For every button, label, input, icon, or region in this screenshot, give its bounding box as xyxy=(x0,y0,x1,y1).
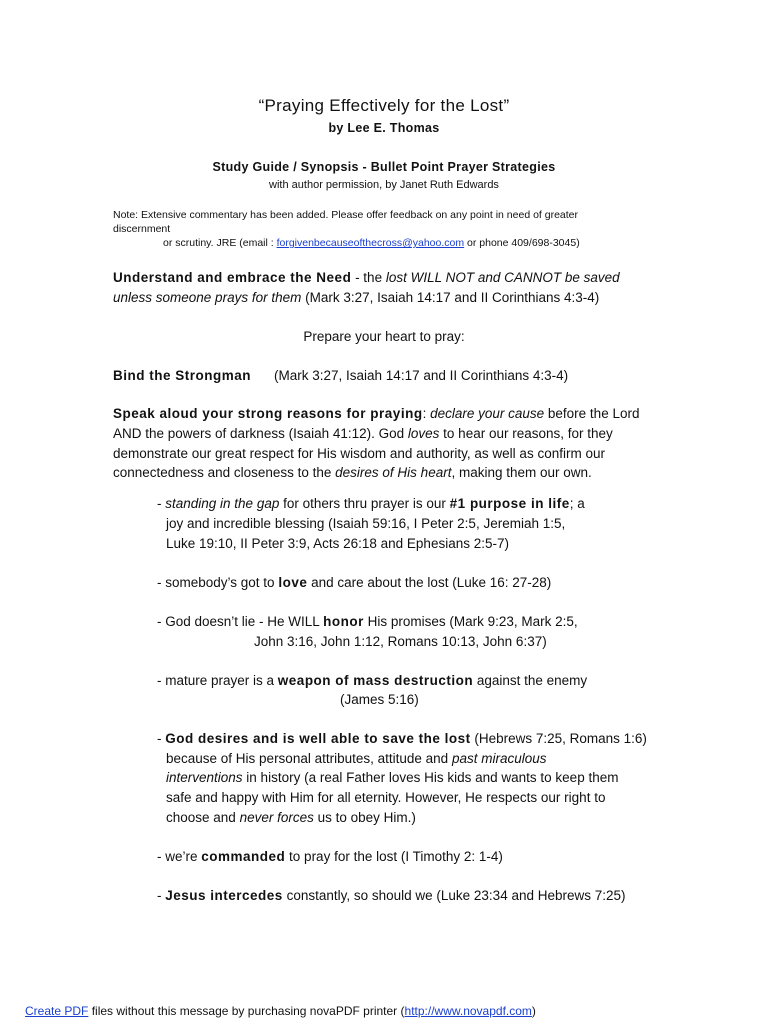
bullet-1-italic: standing in the gap xyxy=(165,496,280,511)
document-title: “Praying Effectively for the Lost” xyxy=(258,96,510,115)
strongman-refs: (Mark 3:27, Isaiah 14:17 and II Corinthians 4:3-4) xyxy=(274,368,569,383)
bullet-5-line-3b: in history (a real Father loves His kids and wants to keep them xyxy=(242,770,619,785)
note-line-1: Note: Extensive commentary has been added. Please offer feedback on any point in need of greater xyxy=(113,209,579,221)
author-byline: by Lee E. Thomas xyxy=(328,121,440,135)
bullet-5-line-3i: interventions xyxy=(166,770,243,785)
speak-line-1 xyxy=(113,406,639,421)
bullet-5-line-2i: past miraculous xyxy=(451,751,547,766)
bullet-3-bold: honor xyxy=(323,614,364,629)
footer-mid: files without this message by purchasing novaPDF printer ( xyxy=(88,1004,405,1018)
bullet-3-pre: - God doesn’t lie - He WILL xyxy=(157,614,324,629)
speak-colon: : xyxy=(422,406,431,421)
speak-line-4i: desires of His heart xyxy=(335,465,452,480)
bullet-5-line-5i: never forces xyxy=(239,810,314,825)
note-block xyxy=(113,208,580,250)
bullet-5-line-5a: choose and xyxy=(166,810,240,825)
note-line-3 xyxy=(113,236,580,250)
bullet-2-post: and care about the lost (Luke 16: 27-28) xyxy=(307,575,552,590)
need-italic-1: lost WILL NOT and CANNOT be saved xyxy=(385,270,620,285)
need-heading: Understand and embrace the Need xyxy=(113,270,352,285)
bullet-2 xyxy=(157,575,551,590)
bullet-3-post: His promises (Mark 9:23, Mark 2:5, xyxy=(363,614,578,629)
strongman-heading: Bind the Strongman xyxy=(113,368,251,383)
note-line-3-suffix: or phone 409/698-3045) xyxy=(464,237,580,249)
create-pdf-link[interactable]: Create PDF xyxy=(25,1004,89,1018)
bullet-1-line-1 xyxy=(157,496,585,511)
need-refs: (Mark 3:27, Isaiah 14:17 and II Corinthians 4:3-4) xyxy=(301,290,600,305)
permission-line: with author permission, by Janet Ruth Edwards xyxy=(269,179,499,191)
bullet-5-line-2 xyxy=(166,751,546,766)
bullet-1-end: ; a xyxy=(569,496,585,511)
bullet-4-pre: - mature prayer is a xyxy=(157,673,278,688)
speak-line-2i: loves xyxy=(407,426,440,441)
document-subtitle: Study Guide / Synopsis - Bullet Point Prayer Strategies xyxy=(212,160,556,174)
bullet-5-line-5 xyxy=(166,810,416,825)
bullet-5-pre: - xyxy=(157,731,166,746)
need-italic-2: unless someone prays for them xyxy=(113,290,302,305)
bullet-4-post: against the enemy xyxy=(473,673,588,688)
speak-rest-1: before the Lord xyxy=(544,406,640,421)
bullet-5-line-4: safe and happy with Him for all eternity. However, He respects our right to xyxy=(166,790,606,805)
bullet-5-post: (Hebrews 7:25, Romans 1:6) xyxy=(470,731,647,746)
bullet-7-bold: Jesus intercedes xyxy=(165,888,283,903)
strongman-line xyxy=(113,368,251,383)
bullet-3-line-2: John 3:16, John 1:12, Romans 10:13, John 6:37) xyxy=(254,634,547,649)
speak-line-2a: AND the powers of darkness (Isaiah 41:12). God xyxy=(113,426,408,441)
bullet-4-line-1 xyxy=(157,673,587,688)
speak-line-2 xyxy=(113,426,613,441)
footer-end: ) xyxy=(531,1004,536,1018)
bullet-7-pre: - xyxy=(157,888,166,903)
speak-line-4 xyxy=(113,465,592,480)
bullet-2-bold: love xyxy=(278,575,308,590)
speak-heading: Speak aloud your strong reasons for praying xyxy=(113,406,423,421)
pdf-footer xyxy=(25,1004,536,1018)
bullet-3-line-1 xyxy=(157,614,578,629)
bullet-6-post: to pray for the lost (I Timothy 2: 1-4) xyxy=(285,849,503,864)
bullet-4-bold: weapon of mass destruction xyxy=(277,673,474,688)
bullet-1-bold: #1 purpose in life xyxy=(449,496,570,511)
bullet-5-line-1 xyxy=(157,731,647,746)
bullet-2-pre: - somebody’s got to xyxy=(157,575,279,590)
speak-line-4b: , making them our own. xyxy=(451,465,592,480)
email-link[interactable]: forgivenbecauseofthecross@yahoo.com xyxy=(276,237,465,249)
need-line-2 xyxy=(113,290,599,305)
bullet-1-line-2: joy and incredible blessing (Isaiah 59:16, I Peter 2:5, Jeremiah 1:5, xyxy=(166,516,566,531)
bullet-5-line-5b: us to obey Him.) xyxy=(313,810,416,825)
speak-line-3: demonstrate our great respect for His wisdom and authority, as well as confirm our xyxy=(113,446,605,461)
bullet-7 xyxy=(157,888,626,903)
bullet-5-bold: God desires and is well able to save the lost xyxy=(165,731,471,746)
note-line-2: discernment xyxy=(113,223,171,235)
prepare-line: Prepare your heart to pray: xyxy=(303,329,465,344)
need-line-1 xyxy=(113,270,620,285)
need-dash: - the xyxy=(351,270,386,285)
bullet-1-dash: - xyxy=(157,496,166,511)
bullet-5-line-3 xyxy=(166,770,618,785)
bullet-5-line-2a: because of His personal attributes, attitude and xyxy=(166,751,452,766)
novapdf-link[interactable]: http://www.novapdf.com xyxy=(404,1004,532,1018)
bullet-6 xyxy=(157,849,503,864)
bullet-6-pre: - we’re xyxy=(157,849,202,864)
speak-line-2b: to hear our reasons, for they xyxy=(439,426,613,441)
speak-line-4a: connectedness and closeness to the xyxy=(113,465,336,480)
bullet-7-post: constantly, so should we (Luke 23:34 and Hebrews 7:25) xyxy=(282,888,626,903)
note-line-3-prefix: or scrutiny. JRE (email : xyxy=(163,237,277,249)
bullet-1-line-3: Luke 19:10, II Peter 3:9, Acts 26:18 and Ephesians 2:5-7) xyxy=(166,536,509,551)
speak-italic: declare your cause xyxy=(430,406,545,421)
bullet-4-line-2: (James 5:16) xyxy=(340,692,419,707)
bullet-6-bold: commanded xyxy=(201,849,286,864)
bullet-1-mid: for others thru prayer is our xyxy=(279,496,450,511)
